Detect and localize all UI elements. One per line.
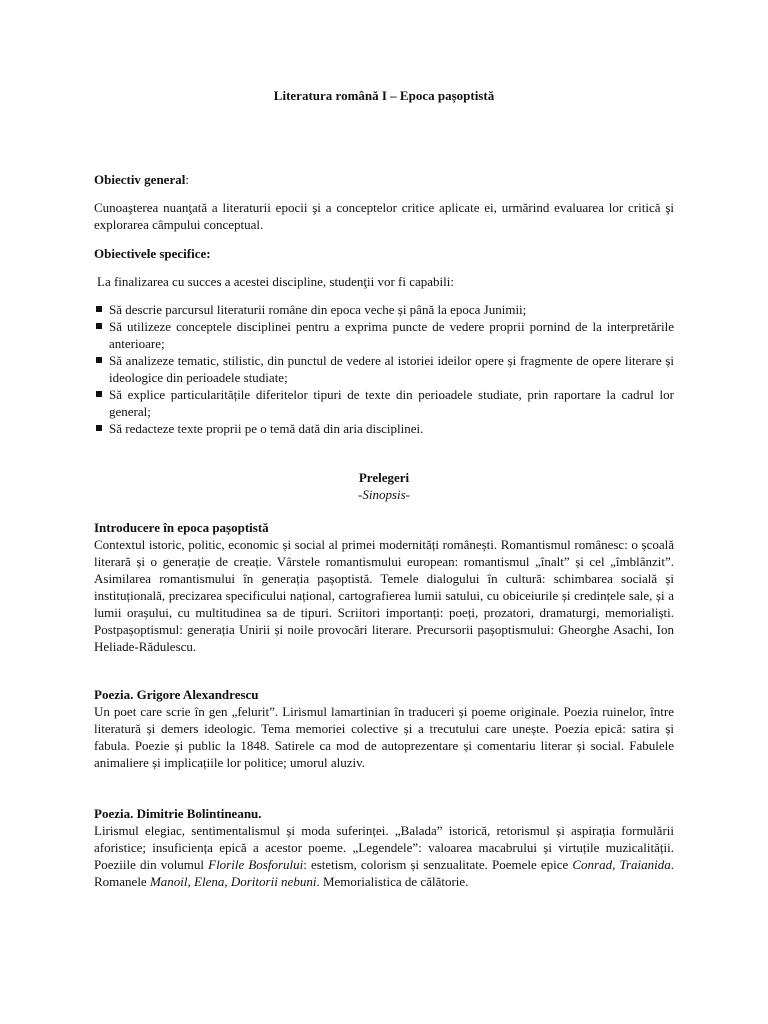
objective-general-text: Cunoaşterea nuanţată a literaturii epocii şi a conceptelor critice aplicate ei, urmărind evaluarea lor critică şi explorarea câmpului conceptual. bbox=[94, 200, 674, 232]
lecture-section-alexandrescu bbox=[94, 686, 674, 771]
objective-item-text: Să analizeze tematic, stilistic, din punctul de vedere al istoriei ideilor opere și fragmente de opere literare și ideologice din perioadele studiate; bbox=[109, 353, 674, 385]
section-title: Poezia. Dimitrie Bolintineanu. bbox=[94, 806, 262, 821]
objectives-specific-heading: Obiectivele specifice: bbox=[94, 246, 211, 261]
objective-general-heading bbox=[94, 171, 674, 188]
section-text-part: , bbox=[187, 874, 195, 889]
square-bullet-icon bbox=[96, 306, 102, 312]
square-bullet-icon bbox=[96, 391, 102, 397]
objective-item-text: Să utilizeze conceptele disciplinei pentru a exprima puncte de vedere proprii pornind de la interpretările anterioare; bbox=[109, 319, 674, 351]
square-bullet-icon bbox=[96, 357, 102, 363]
objective-item bbox=[94, 420, 674, 437]
section-text-part: : estetism, colorism și senzualitate. Poemele epice bbox=[303, 857, 573, 872]
objective-item-text: Să redacteze texte proprii pe o temă dată din aria disciplinei. bbox=[109, 421, 424, 436]
objective-item bbox=[94, 386, 674, 420]
lecture-section-introduction bbox=[94, 519, 674, 655]
section-title: Poezia. Grigore Alexandrescu bbox=[94, 687, 259, 702]
objective-general-label: Obiectiv general bbox=[94, 172, 186, 187]
square-bullet-icon bbox=[96, 425, 102, 431]
section-text-part: Lirismul elegiac, sentimentalismul și moda suferinței. „Balada” istorică, retorismul și aspirația formulării aforistice; insuficiența epică a acestor poeme. „Legendele”: valoarea macabrului și virtuțile muzicalității. Poeziile din volumul bbox=[94, 823, 674, 872]
section-text-part: . Memorialistica de călătorie. bbox=[316, 874, 469, 889]
section-text: Un poet care scrie în gen „felurit”. Lirismul lamartinian în traduceri și poeme originale. Poezia ruinelor, între literatură și demers ideologic. Tema memoriei colective și a trecutului care unește. Poezia epică: satira și fabula. Poezie și public la 1848. Satirele ca mod de autoprezentare și comentariu literar și social. Fabulele animaliere și implicațiile lor politice; umorul aluziv. bbox=[94, 704, 674, 770]
section-text: Contextul istoric, politic, economic și social al primei modernități românești. Romantismul românesc: o școală literară și o generație de creație. Vârstele romantismului european: romantismul „înalt” și cel „îmblânzit”. Asimilarea romantismului în generația pașoptistă. Temele dialogului în cultură: schimbarea socială și instituțională, precizarea specificului național, cartografierea lumii satului, cu obiceiurile și credințele sale, și a lumii orașului, cu multitudinea sa de tipuri. Scriitori importanți: poeți, prozatori, dramaturgi, memorialiști. Postpașoptismul: generația Unirii și noile provocări literare. Precursorii pașoptismului: Gheorghe Asachi, Ion Heliade-Rădulescu. bbox=[94, 537, 674, 654]
document-title: Literatura română I – Epoca pașoptistă bbox=[273, 88, 495, 103]
work-title: Conrad, Traianida bbox=[572, 857, 671, 872]
objectives-list bbox=[94, 301, 674, 437]
section-text bbox=[94, 822, 674, 890]
objective-item bbox=[94, 301, 674, 318]
work-title: Florile Bosforului bbox=[208, 857, 304, 872]
objective-item-text: Să explice particularitățile diferitelor tipuri de texte din perioadele studiate, prin raportare la cadrul lor general; bbox=[109, 387, 674, 419]
work-title: Elena, Doritorii nebuni bbox=[194, 874, 317, 889]
objective-item-text: Să descrie parcursul literaturii române din epoca veche și până la epoca Junimii; bbox=[109, 302, 527, 317]
section-text-part: . Romanele bbox=[94, 857, 675, 889]
objective-general-colon: : bbox=[185, 172, 189, 187]
objective-item bbox=[94, 352, 674, 386]
lecture-section-bolintineanu bbox=[94, 805, 674, 890]
lectures-heading: Prelegeri bbox=[358, 470, 410, 485]
objectives-specific-intro: La finalizarea cu succes a acestei discipline, studenţii vor fi capabili: bbox=[97, 274, 454, 289]
square-bullet-icon bbox=[96, 323, 102, 329]
objective-item bbox=[94, 318, 674, 352]
work-title: Manoil bbox=[149, 874, 188, 889]
section-title: Introducere în epoca pașoptistă bbox=[94, 520, 269, 535]
lectures-subheading: -Sinopsis- bbox=[358, 487, 410, 502]
